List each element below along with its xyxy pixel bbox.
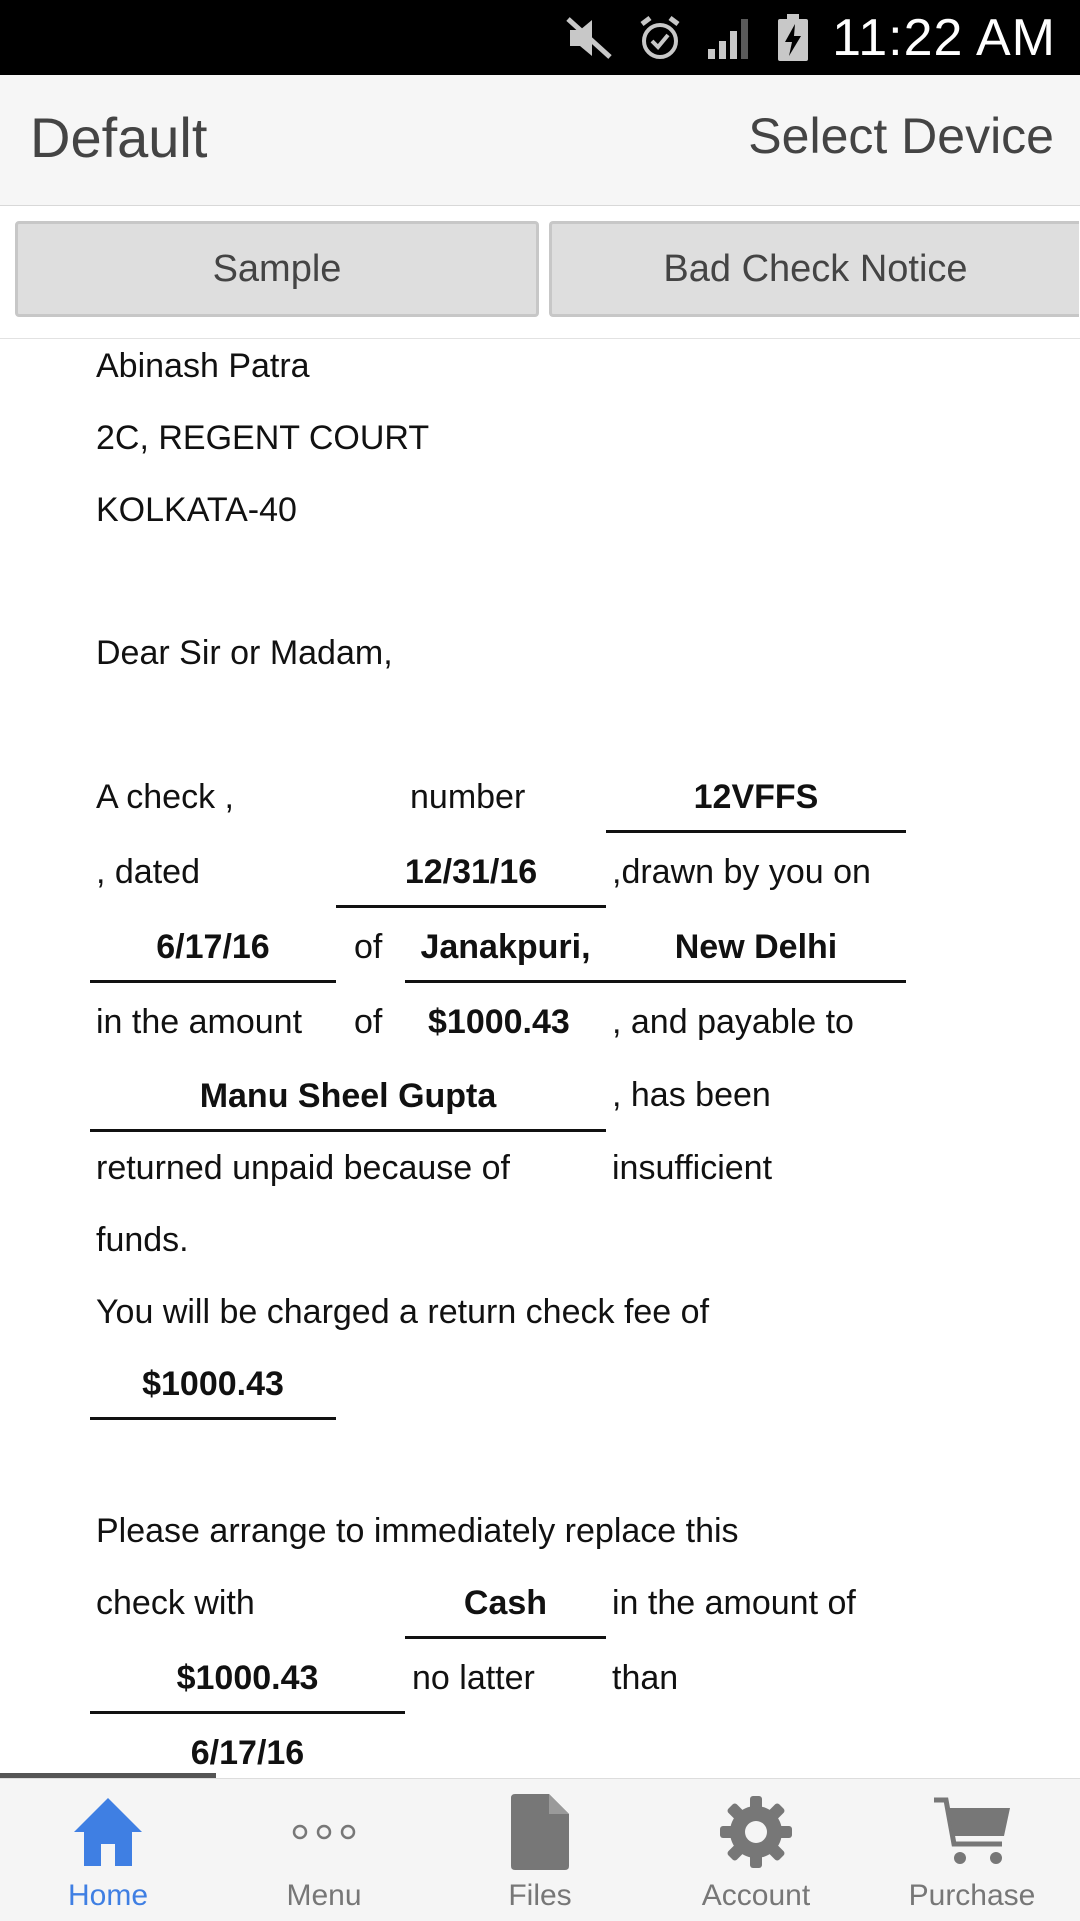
- nav-account-label: Account: [701, 1879, 811, 1912]
- funds-text: funds.: [96, 1221, 189, 1259]
- amount-value: $1000.43: [428, 1003, 570, 1041]
- payable-text: , and payable to: [612, 1003, 854, 1041]
- nav-files[interactable]: [432, 1779, 648, 1921]
- status-bar: [0, 0, 1080, 75]
- check-number-field[interactable]: 12VFFS: [606, 761, 906, 833]
- of-label: of: [354, 928, 383, 966]
- cart-icon: [864, 1789, 1080, 1875]
- app-header: [0, 75, 1080, 206]
- battery-charging-icon: [776, 13, 810, 63]
- home-icon: [0, 1789, 216, 1875]
- check-text: A check ,: [96, 778, 234, 816]
- check-with-text: check with: [96, 1584, 255, 1622]
- gear-icon: [648, 1789, 864, 1875]
- letter-document: [0, 340, 1080, 1778]
- fee-field[interactable]: $1000.43: [90, 1348, 336, 1420]
- dated-label: , dated: [96, 853, 200, 891]
- nav-home-label: Home: [67, 1879, 149, 1912]
- amount-of-text: in the amount of: [612, 1584, 856, 1622]
- no-later-text: no latter: [412, 1659, 535, 1697]
- number-label: number: [410, 778, 526, 816]
- drawn-date-field[interactable]: 6/17/16: [90, 911, 336, 983]
- nav-purchase-label: Purchase: [908, 1879, 1036, 1912]
- more-dots-icon: [216, 1789, 432, 1875]
- replace-text: Please arrange to immediately replace this: [96, 1512, 739, 1550]
- returned-text: returned unpaid because of: [96, 1149, 510, 1187]
- check-date-field[interactable]: 12/31/16: [336, 836, 606, 908]
- payee-field[interactable]: Manu Sheel Gupta: [90, 1060, 606, 1132]
- replacement-amount-field[interactable]: $1000.43: [90, 1642, 405, 1714]
- address-line-1: 2C, REGENT COURT: [96, 419, 430, 457]
- template-tabs: [0, 206, 1080, 339]
- nav-files-label: Files: [508, 1879, 572, 1912]
- nav-menu[interactable]: [216, 1779, 432, 1921]
- address-name: Abinash Patra: [96, 347, 310, 385]
- bank-name-field[interactable]: Janakpuri,: [405, 911, 606, 983]
- bank-city-field[interactable]: New Delhi: [606, 911, 906, 983]
- payment-method-field[interactable]: Cash: [405, 1567, 606, 1639]
- nav-menu-label: Menu: [286, 1879, 362, 1912]
- file-icon: [432, 1789, 648, 1875]
- alarm-icon: [636, 14, 684, 62]
- status-time: 11:22 AM: [832, 8, 1056, 67]
- address-line-2: KOLKATA-40: [96, 491, 297, 529]
- fee-text: You will be charged a return check fee of: [96, 1293, 710, 1331]
- select-device-button[interactable]: Select Device: [748, 108, 1054, 164]
- tab-sample[interactable]: Sample: [15, 221, 539, 317]
- reason-text: insufficient: [612, 1149, 773, 1187]
- page-title: Default: [30, 106, 208, 169]
- nav-home[interactable]: [0, 1779, 216, 1921]
- bottom-nav: [0, 1778, 1080, 1921]
- salutation: Dear Sir or Madam,: [96, 634, 393, 672]
- mute-icon: [564, 15, 614, 61]
- due-date-field[interactable]: 6/17/16: [190, 1734, 305, 1772]
- than-text: than: [612, 1659, 679, 1697]
- tab-bad-check-notice[interactable]: Bad Check Notice: [549, 221, 1079, 317]
- nav-purchase[interactable]: [864, 1779, 1080, 1921]
- of-label-2: of: [354, 1003, 383, 1041]
- signal-icon: [706, 15, 754, 61]
- drawn-text: ,drawn by you on: [612, 853, 871, 891]
- amount-label: in the amount: [96, 1003, 303, 1041]
- nav-account[interactable]: [648, 1779, 864, 1921]
- has-been-text: , has been: [612, 1076, 771, 1114]
